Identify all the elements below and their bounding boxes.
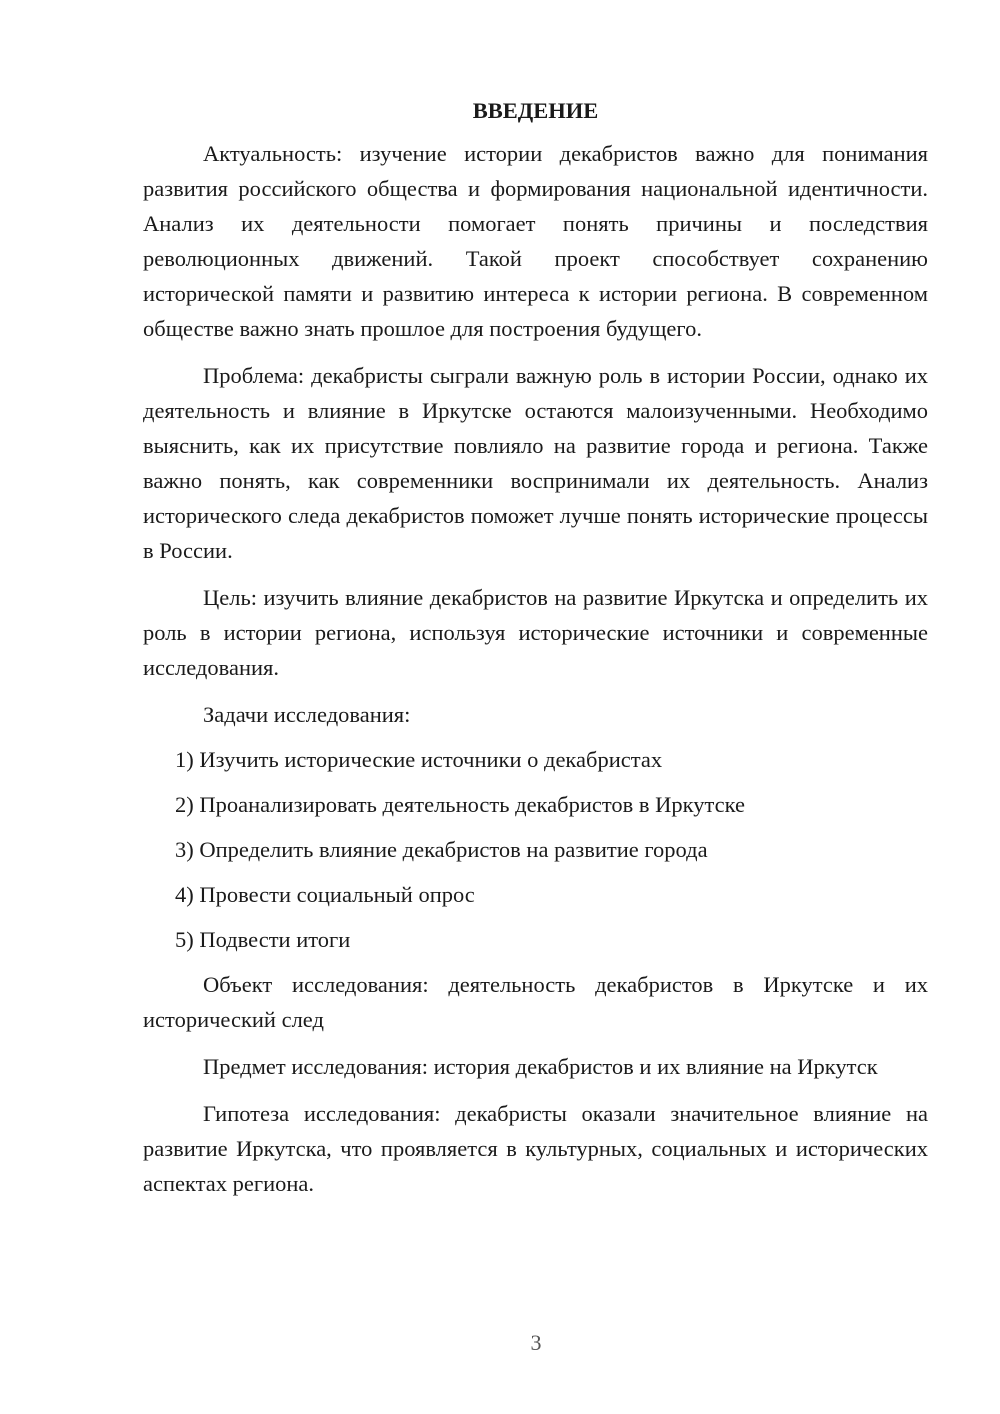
tasks-list: [143, 742, 928, 957]
task-item: 1) Изучить исторические источники о декабристах: [175, 747, 663, 772]
goal-paragraph: Цель: изучить влияние декабристов на развитие Иркутска и определить их роль в истории региона, используя исторические источники и современные исследования.: [143, 585, 928, 680]
task-item: 4) Провести социальный опрос: [175, 882, 475, 907]
section-title: ВВЕДЕНИЕ: [472, 98, 599, 123]
page-number: 3: [530, 1330, 542, 1355]
hypothesis-paragraph: Гипотеза исследования: декабристы оказали значительное влияние на развитие Иркутска, что проявляется в культурных, социальных и исторических аспектах региона.: [143, 1101, 928, 1196]
task-item: 2) Проанализировать деятельность декабристов в Иркутске: [175, 792, 745, 817]
object-paragraph: Объект исследования: деятельность декабристов в Иркутске и их исторический след: [143, 972, 928, 1032]
task-item: 5) Подвести итоги: [175, 927, 351, 952]
task-item: 3) Определить влияние декабристов на развитие города: [175, 837, 708, 862]
document-page: [143, 96, 928, 1213]
subject-paragraph: Предмет исследования: история декабристов и их влияние на Иркутск: [203, 1054, 878, 1079]
problem-paragraph: Проблема: декабристы сыграли важную роль в истории России, однако их деятельность и влияние в Иркутске остаются малоизученными. Необходимо выяснить, как их присутствие повлияло на развитие города и региона. Также важно понять, как современники воспринимали их деятельность. Анализ исторического следа декабристов поможет лучше понять исторические процессы в России.: [143, 363, 928, 563]
tasks-heading: Задачи исследования:: [203, 702, 411, 727]
relevance-paragraph: Актуальность: изучение истории декабристов важно для понимания развития российского общества и формирования национальной идентичности. Анализ их деятельности помогает понять причины и последствия революционных движений. Такой проект способствует сохранению исторической памяти и развитию интереса к истории региона. В современном обществе важно знать прошлое для построения будущего.: [143, 141, 928, 341]
